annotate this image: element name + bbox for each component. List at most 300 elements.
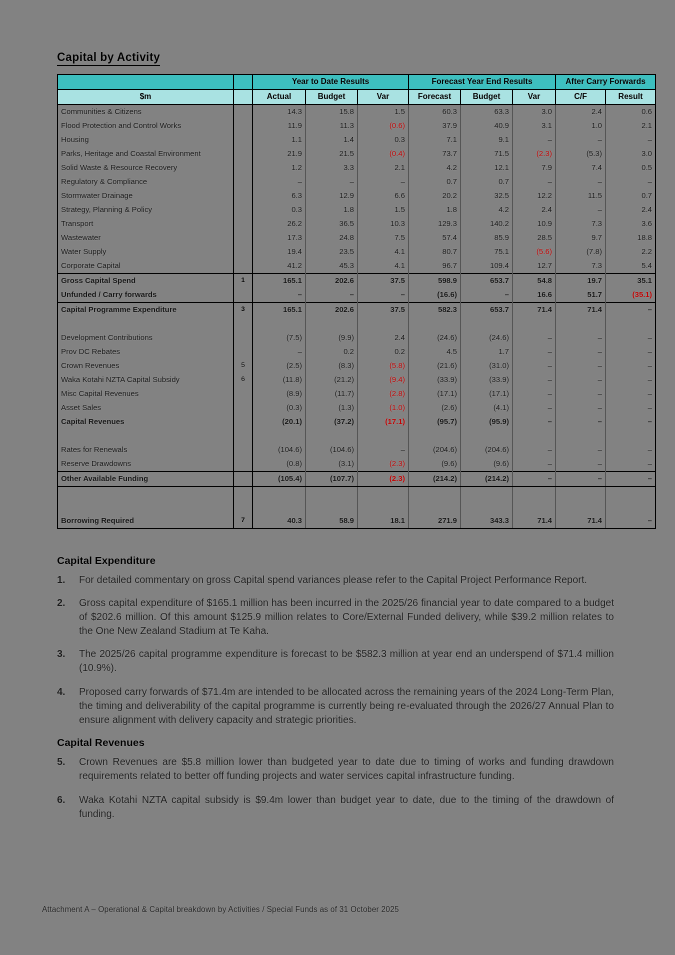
value-cell: 35.1 xyxy=(606,274,656,289)
table-row xyxy=(58,401,656,415)
value-cell: – xyxy=(358,175,409,189)
table-row xyxy=(58,457,656,472)
value-cell: (21.6) xyxy=(409,359,461,373)
value-cell: – xyxy=(606,514,656,529)
table-body xyxy=(58,105,656,529)
value-cell: – xyxy=(556,401,606,415)
spacer-row xyxy=(58,429,656,443)
value-cell: (35.1) xyxy=(606,288,656,303)
value-cell: – xyxy=(513,415,556,429)
note-ref: 3 xyxy=(234,303,253,318)
value-cell: 85.9 xyxy=(461,231,513,245)
value-cell: – xyxy=(556,443,606,457)
value-cell: – xyxy=(606,415,656,429)
value-cell: – xyxy=(358,443,409,457)
value-cell: (5.3) xyxy=(556,147,606,161)
value-cell: – xyxy=(556,133,606,147)
row-label: Borrowing Required xyxy=(58,514,234,529)
row-label: Wastewater xyxy=(58,231,234,245)
table-row xyxy=(58,203,656,217)
value-cell: (33.9) xyxy=(461,373,513,387)
table-row xyxy=(58,217,656,231)
unit-header: $m xyxy=(58,90,234,105)
note-ref: 5 xyxy=(234,359,253,373)
table-row xyxy=(58,387,656,401)
table-row xyxy=(58,147,656,161)
value-cell: 202.6 xyxy=(306,274,358,289)
value-cell: (7.8) xyxy=(556,245,606,259)
value-cell: (204.6) xyxy=(409,443,461,457)
note-ref xyxy=(234,105,253,120)
value-cell: – xyxy=(513,175,556,189)
value-cell: (21.2) xyxy=(306,373,358,387)
table-row xyxy=(58,133,656,147)
value-cell: 21.9 xyxy=(253,147,306,161)
value-cell: – xyxy=(513,457,556,472)
value-cell: (16.6) xyxy=(409,288,461,303)
value-cell: 71.4 xyxy=(513,514,556,529)
value-cell: – xyxy=(556,175,606,189)
item-text: Gross capital expenditure of $165.1 million has been incurred in the 2025/26 financial year to date compared to a budget of $202.6 million. Of this amount $125.9 million relates to Core/External Funded delivery, while $39.2 million relates to the One New Zealand Stadium at Te Kaha. xyxy=(79,597,614,638)
row-label: Flood Protection and Control Works xyxy=(58,119,234,133)
commentary-item xyxy=(57,686,614,729)
value-cell: (2.6) xyxy=(409,401,461,415)
value-cell: 40.9 xyxy=(461,119,513,133)
value-cell: 1.8 xyxy=(409,203,461,217)
value-cell: – xyxy=(556,457,606,472)
note-ref xyxy=(234,472,253,487)
item-number: 3. xyxy=(57,649,66,661)
row-label: Parks, Heritage and Coastal Environment xyxy=(58,147,234,161)
value-cell: 54.8 xyxy=(513,274,556,289)
value-cell: 598.9 xyxy=(409,274,461,289)
row-label: Capital Revenues xyxy=(58,415,234,429)
value-cell: – xyxy=(606,443,656,457)
value-cell: 63.3 xyxy=(461,105,513,120)
value-cell: (2.3) xyxy=(513,147,556,161)
value-cell: 21.5 xyxy=(306,147,358,161)
value-cell: – xyxy=(606,133,656,147)
item-number: 1. xyxy=(57,574,66,586)
value-cell: – xyxy=(606,373,656,387)
value-cell: (0.8) xyxy=(253,457,306,472)
value-cell: 653.7 xyxy=(461,274,513,289)
row-label: Asset Sales xyxy=(58,401,234,415)
row-label: Rates for Renewals xyxy=(58,443,234,457)
value-cell: – xyxy=(513,331,556,345)
note-ref xyxy=(234,331,253,345)
value-cell: (105.4) xyxy=(253,472,306,487)
table-row xyxy=(58,345,656,359)
value-cell: 9.7 xyxy=(556,231,606,245)
value-cell: 0.3 xyxy=(358,133,409,147)
value-cell: 1.0 xyxy=(556,119,606,133)
table-row xyxy=(58,472,656,487)
row-label: Waka Kotahi NZTA Capital Subsidy xyxy=(58,373,234,387)
value-cell: (2.3) xyxy=(358,457,409,472)
table-row xyxy=(58,259,656,274)
value-cell: – xyxy=(606,303,656,318)
row-label: Communities & Citizens xyxy=(58,105,234,120)
value-cell: 5.4 xyxy=(606,259,656,274)
value-cell: (7.5) xyxy=(253,331,306,345)
item-number: 4. xyxy=(57,686,66,698)
value-cell: 20.2 xyxy=(409,189,461,203)
value-cell: (9.6) xyxy=(409,457,461,472)
value-cell: 0.2 xyxy=(306,345,358,359)
row-label: Water Supply xyxy=(58,245,234,259)
attachment-footer: Attachment A – Operational & Capital breakdown by Activities / Special Funds as of 31 October 2025 xyxy=(42,905,399,914)
value-cell: 7.5 xyxy=(358,231,409,245)
value-cell: 10.9 xyxy=(513,217,556,231)
value-cell: 0.5 xyxy=(606,161,656,175)
table-row xyxy=(58,119,656,133)
value-cell: (17.1) xyxy=(461,387,513,401)
value-cell: 3.3 xyxy=(306,161,358,175)
value-cell: 0.6 xyxy=(606,105,656,120)
value-cell: (214.2) xyxy=(461,472,513,487)
table-header xyxy=(58,75,656,105)
row-label: Unfunded / Carry forwards xyxy=(58,288,234,303)
value-cell: (9.9) xyxy=(306,331,358,345)
table-row xyxy=(58,415,656,429)
value-cell: 653.7 xyxy=(461,303,513,318)
note-ref xyxy=(234,175,253,189)
value-cell: 140.2 xyxy=(461,217,513,231)
note-ref xyxy=(234,203,253,217)
value-cell: 1.1 xyxy=(253,133,306,147)
value-cell: 165.1 xyxy=(253,303,306,318)
value-cell: 37.5 xyxy=(358,303,409,318)
value-cell: 73.7 xyxy=(409,147,461,161)
value-cell: 10.3 xyxy=(358,217,409,231)
value-cell: (95.7) xyxy=(409,415,461,429)
value-cell: 2.4 xyxy=(606,203,656,217)
page-title: Capital by Activity xyxy=(57,52,161,64)
value-cell: 11.9 xyxy=(253,119,306,133)
value-cell: 0.2 xyxy=(358,345,409,359)
note-ref xyxy=(234,387,253,401)
value-cell: 343.3 xyxy=(461,514,513,529)
note-ref xyxy=(234,147,253,161)
document-body xyxy=(57,48,655,831)
value-cell: 17.3 xyxy=(253,231,306,245)
table-row xyxy=(58,331,656,345)
value-cell: (95.9) xyxy=(461,415,513,429)
value-cell: 4.1 xyxy=(358,259,409,274)
spacer-row xyxy=(58,317,656,331)
value-cell: 71.4 xyxy=(556,514,606,529)
value-cell: – xyxy=(556,472,606,487)
group-header-row xyxy=(58,75,656,90)
value-cell: – xyxy=(556,203,606,217)
group-header-blank xyxy=(58,75,234,90)
value-cell: 24.8 xyxy=(306,231,358,245)
value-cell: (107.7) xyxy=(306,472,358,487)
value-cell: 1.4 xyxy=(306,133,358,147)
table-row xyxy=(58,105,656,120)
item-text: Proposed carry forwards of $71.4m are intended to be allocated across the remaining years of the 2024 Long-Term Plan, the timing and deliverability of the capital programme is currently being re-evaluated through the 2026/27 Annual Plan to ensure alignment with delivery capacity and strategic priorities. xyxy=(79,686,614,726)
capital-by-activity-table xyxy=(57,74,656,529)
value-cell: – xyxy=(306,288,358,303)
value-cell: – xyxy=(606,472,656,487)
value-cell: (24.6) xyxy=(461,331,513,345)
value-cell: (11.7) xyxy=(306,387,358,401)
value-cell: (1.3) xyxy=(306,401,358,415)
table-row xyxy=(58,359,656,373)
col-header-var-ytd: Var xyxy=(358,90,409,105)
value-cell: (0.6) xyxy=(358,119,409,133)
item-number: 6. xyxy=(57,794,66,806)
value-cell: – xyxy=(513,443,556,457)
item-text: For detailed commentary on gross Capital spend variances please refer to the Capital Project Performance Report. xyxy=(79,574,588,586)
value-cell: 58.9 xyxy=(306,514,358,529)
table-row xyxy=(58,303,656,318)
value-cell: 3.0 xyxy=(513,105,556,120)
value-cell: 2.4 xyxy=(556,105,606,120)
note-ref xyxy=(234,161,253,175)
value-cell: – xyxy=(513,401,556,415)
value-cell: 23.5 xyxy=(306,245,358,259)
table-row xyxy=(58,161,656,175)
value-cell: (11.8) xyxy=(253,373,306,387)
value-cell: 41.2 xyxy=(253,259,306,274)
value-cell: 18.8 xyxy=(606,231,656,245)
value-cell: – xyxy=(513,373,556,387)
value-cell: (0.4) xyxy=(358,147,409,161)
value-cell: – xyxy=(461,288,513,303)
table-row xyxy=(58,274,656,289)
value-cell: 129.3 xyxy=(409,217,461,231)
value-cell: – xyxy=(253,345,306,359)
table-row xyxy=(58,373,656,387)
capital-expenditure-heading: Capital Expenditure xyxy=(57,554,156,567)
value-cell: (3.1) xyxy=(306,457,358,472)
commentary-item xyxy=(57,648,614,676)
row-label: Strategy, Planning & Policy xyxy=(58,203,234,217)
note-ref xyxy=(234,259,253,274)
item-text: The 2025/26 capital programme expenditure is forecast to be $582.3 million at year end an underspend of $71.4 million (10.9%). xyxy=(79,649,614,675)
value-cell: (4.1) xyxy=(461,401,513,415)
value-cell: 7.3 xyxy=(556,259,606,274)
value-cell: 7.3 xyxy=(556,217,606,231)
value-cell: – xyxy=(606,401,656,415)
table-row xyxy=(58,231,656,245)
value-cell: 0.7 xyxy=(409,175,461,189)
value-cell: (20.1) xyxy=(253,415,306,429)
note-ref xyxy=(234,345,253,359)
value-cell: 271.9 xyxy=(409,514,461,529)
value-cell: (31.0) xyxy=(461,359,513,373)
value-cell: – xyxy=(513,345,556,359)
row-label: Prov DC Rebates xyxy=(58,345,234,359)
value-cell: 28.5 xyxy=(513,231,556,245)
value-cell: – xyxy=(556,345,606,359)
value-cell: 80.7 xyxy=(409,245,461,259)
value-cell: 2.4 xyxy=(513,203,556,217)
table-row xyxy=(58,443,656,457)
value-cell: 60.3 xyxy=(409,105,461,120)
value-cell: (8.3) xyxy=(306,359,358,373)
value-cell: 7.4 xyxy=(556,161,606,175)
value-cell: 4.1 xyxy=(358,245,409,259)
table-row xyxy=(58,175,656,189)
row-label: Corporate Capital xyxy=(58,259,234,274)
table-row xyxy=(58,189,656,203)
table-row xyxy=(58,288,656,303)
value-cell: 71.5 xyxy=(461,147,513,161)
value-cell: (24.6) xyxy=(409,331,461,345)
value-cell: (9.6) xyxy=(461,457,513,472)
row-label: Solid Waste & Resource Recovery xyxy=(58,161,234,175)
value-cell: (204.6) xyxy=(461,443,513,457)
value-cell: – xyxy=(306,175,358,189)
value-cell: 51.7 xyxy=(556,288,606,303)
commentary-item xyxy=(57,756,614,784)
note-ref xyxy=(234,189,253,203)
value-cell: 0.7 xyxy=(461,175,513,189)
value-cell: – xyxy=(253,288,306,303)
value-cell: – xyxy=(606,359,656,373)
value-cell: 32.5 xyxy=(461,189,513,203)
value-cell: (104.6) xyxy=(306,443,358,457)
note-ref xyxy=(234,231,253,245)
value-cell: 75.1 xyxy=(461,245,513,259)
value-cell: – xyxy=(513,387,556,401)
note-ref xyxy=(234,217,253,231)
group-header-forecast: Forecast Year End Results xyxy=(409,75,556,90)
col-header-budget-ytd: Budget xyxy=(306,90,358,105)
value-cell: 11.3 xyxy=(306,119,358,133)
value-cell: 3.0 xyxy=(606,147,656,161)
group-header-ytd: Year to Date Results xyxy=(253,75,409,90)
value-cell: 36.5 xyxy=(306,217,358,231)
item-number: 5. xyxy=(57,757,66,769)
value-cell: 3.6 xyxy=(606,217,656,231)
value-cell: 37.9 xyxy=(409,119,461,133)
value-cell: 37.5 xyxy=(358,274,409,289)
capital-revenues-heading: Capital Revenues xyxy=(57,737,145,750)
row-label: Transport xyxy=(58,217,234,231)
value-cell: 1.8 xyxy=(306,203,358,217)
col-header-cf: C/F xyxy=(556,90,606,105)
value-cell: 1.5 xyxy=(358,105,409,120)
value-cell: 6.3 xyxy=(253,189,306,203)
row-label: Gross Capital Spend xyxy=(58,274,234,289)
value-cell: 4.5 xyxy=(409,345,461,359)
table-row xyxy=(58,514,656,529)
value-cell: 19.4 xyxy=(253,245,306,259)
capital-revenues-items xyxy=(57,756,614,822)
row-label: Misc Capital Revenues xyxy=(58,387,234,401)
value-cell: (5.6) xyxy=(513,245,556,259)
note-ref xyxy=(234,245,253,259)
value-cell: 40.3 xyxy=(253,514,306,529)
value-cell: (5.8) xyxy=(358,359,409,373)
note-ref xyxy=(234,401,253,415)
value-cell: 1.5 xyxy=(358,203,409,217)
row-label: Development Contributions xyxy=(58,331,234,345)
capital-expenditure-items xyxy=(57,574,614,729)
value-cell: 202.6 xyxy=(306,303,358,318)
value-cell: 2.4 xyxy=(358,331,409,345)
note-ref xyxy=(234,443,253,457)
value-cell: 1.2 xyxy=(253,161,306,175)
value-cell: 45.3 xyxy=(306,259,358,274)
note-ref xyxy=(234,288,253,303)
row-label: Reserve Drawdowns xyxy=(58,457,234,472)
commentary-section xyxy=(57,555,614,822)
commentary-item xyxy=(57,794,614,822)
value-cell: (2.8) xyxy=(358,387,409,401)
commentary-item xyxy=(57,574,614,588)
row-label: Crown Revenues xyxy=(58,359,234,373)
row-label: Other Available Funding xyxy=(58,472,234,487)
value-cell: 4.2 xyxy=(409,161,461,175)
group-header-carryforwards: After Carry Forwards xyxy=(556,75,656,90)
value-cell: – xyxy=(556,331,606,345)
value-cell: 19.7 xyxy=(556,274,606,289)
row-label: Stormwater Drainage xyxy=(58,189,234,203)
note-ref: 1 xyxy=(234,274,253,289)
row-label: Housing xyxy=(58,133,234,147)
value-cell: – xyxy=(556,387,606,401)
col-header-result: Result xyxy=(606,90,656,105)
col-header-forecast: Forecast xyxy=(409,90,461,105)
value-cell: – xyxy=(358,288,409,303)
item-text: Waka Kotahi NZTA capital subsidy is $9.4m lower than budget year to date, due to the timing of the drawdown of funding. xyxy=(79,794,614,820)
value-cell: 2.2 xyxy=(606,245,656,259)
value-cell: (37.2) xyxy=(306,415,358,429)
note-ref xyxy=(234,133,253,147)
row-label: Capital Programme Expenditure xyxy=(58,303,234,318)
value-cell: (2.3) xyxy=(358,472,409,487)
value-cell: (214.2) xyxy=(409,472,461,487)
value-cell: 71.4 xyxy=(556,303,606,318)
value-cell: 109.4 xyxy=(461,259,513,274)
value-cell: (17.1) xyxy=(358,415,409,429)
col-header-var-fy: Var xyxy=(513,90,556,105)
value-cell: 26.2 xyxy=(253,217,306,231)
note-ref: 7 xyxy=(234,514,253,529)
value-cell: 14.3 xyxy=(253,105,306,120)
value-cell: (17.1) xyxy=(409,387,461,401)
value-cell: 15.8 xyxy=(306,105,358,120)
value-cell: 57.4 xyxy=(409,231,461,245)
value-cell: – xyxy=(556,373,606,387)
ref-column-header xyxy=(234,75,253,90)
note-ref xyxy=(234,119,253,133)
value-cell: 12.1 xyxy=(461,161,513,175)
row-label: Regulatory & Compliance xyxy=(58,175,234,189)
note-ref xyxy=(234,457,253,472)
value-cell: 2.1 xyxy=(606,119,656,133)
value-cell: – xyxy=(606,457,656,472)
note-ref: 6 xyxy=(234,373,253,387)
value-cell: 11.5 xyxy=(556,189,606,203)
table-row xyxy=(58,245,656,259)
value-cell: (8.9) xyxy=(253,387,306,401)
ref-column-subheader xyxy=(234,90,253,105)
note-ref xyxy=(234,415,253,429)
value-cell: – xyxy=(606,175,656,189)
value-cell: 71.4 xyxy=(513,303,556,318)
spacer-row xyxy=(58,487,656,514)
value-cell: 7.9 xyxy=(513,161,556,175)
value-cell: – xyxy=(606,387,656,401)
value-cell: 1.7 xyxy=(461,345,513,359)
value-cell: 16.6 xyxy=(513,288,556,303)
